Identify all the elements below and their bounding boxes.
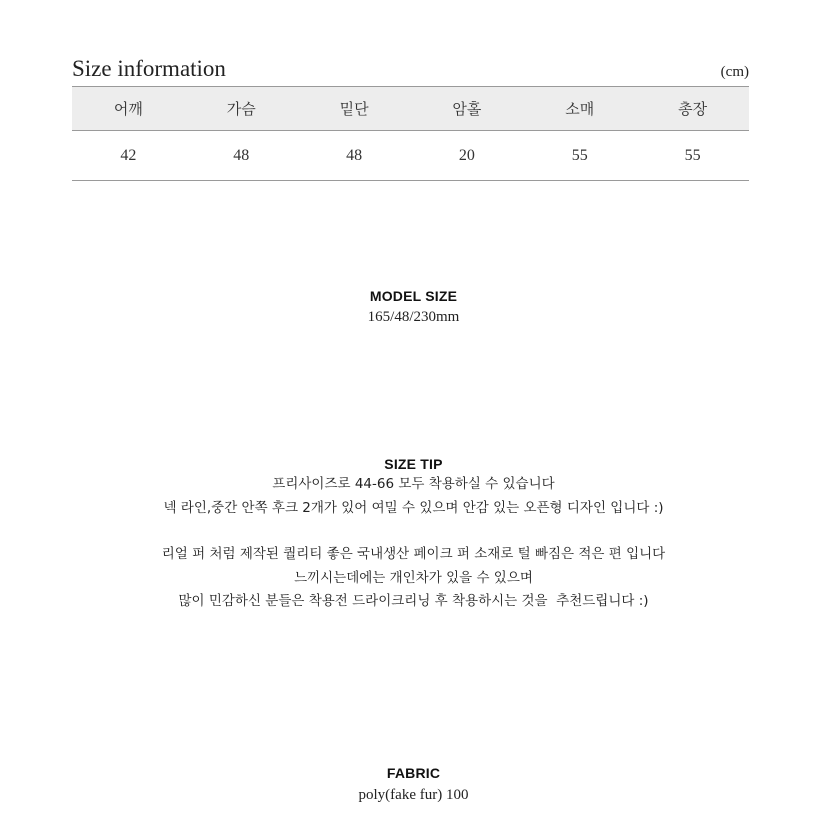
header-shoulder: 어깨 [72,87,185,131]
header-total-length: 총장 [636,87,749,131]
fabric-title: FABRIC [386,765,441,781]
size-tip-line: 많이 민감하신 분들은 착용전 드라이크리닝 후 착용하시는 것을 추천드립니다 :) [178,593,649,609]
value-sleeve: 55 [523,131,636,181]
value-armhole: 20 [410,131,523,181]
table-row [72,131,749,181]
header-hem: 밑단 [298,87,411,131]
model-size-section [0,288,827,326]
paragraph-gap [0,520,827,543]
fabric-section [0,765,827,804]
size-info-title: Size information [72,56,226,81]
size-tip-line: 넥 라인,중간 안쪽 후크 2개가 있어 여밀 수 있으며 안감 있는 오픈형 디자인 입니다 :) [163,499,664,516]
header-sleeve: 소매 [523,87,636,131]
value-total-length: 55 [636,131,749,181]
model-size-title: MODEL SIZE [369,288,458,304]
size-table-header-row [72,87,749,131]
value-chest: 48 [185,131,298,181]
header-chest: 가슴 [185,87,298,131]
model-size-value: 165/48/230mm [367,309,460,325]
unit-label: (cm) [720,64,749,80]
size-header [72,56,749,86]
size-tip-line: 프리사이즈로 44-66 모두 착용하실 수 있습니다 [272,476,555,492]
size-tip-line: 느끼시는데에는 개인차가 있을 수 있으며 [294,569,533,586]
size-tip-line: 리얼 퍼 처럼 제작된 퀄리티 좋은 국내생산 페이크 퍼 소재로 털 빠짐은 적은 편 입니다 [161,546,666,562]
size-table [72,86,749,181]
header-armhole: 암홀 [410,87,523,131]
size-tip-title: SIZE TIP [384,456,443,472]
size-tip-section [0,456,827,614]
value-shoulder: 42 [72,131,185,181]
value-hem: 48 [298,131,411,181]
size-tip-text [0,473,827,614]
fabric-value: poly(fake fur) 100 [358,787,469,803]
